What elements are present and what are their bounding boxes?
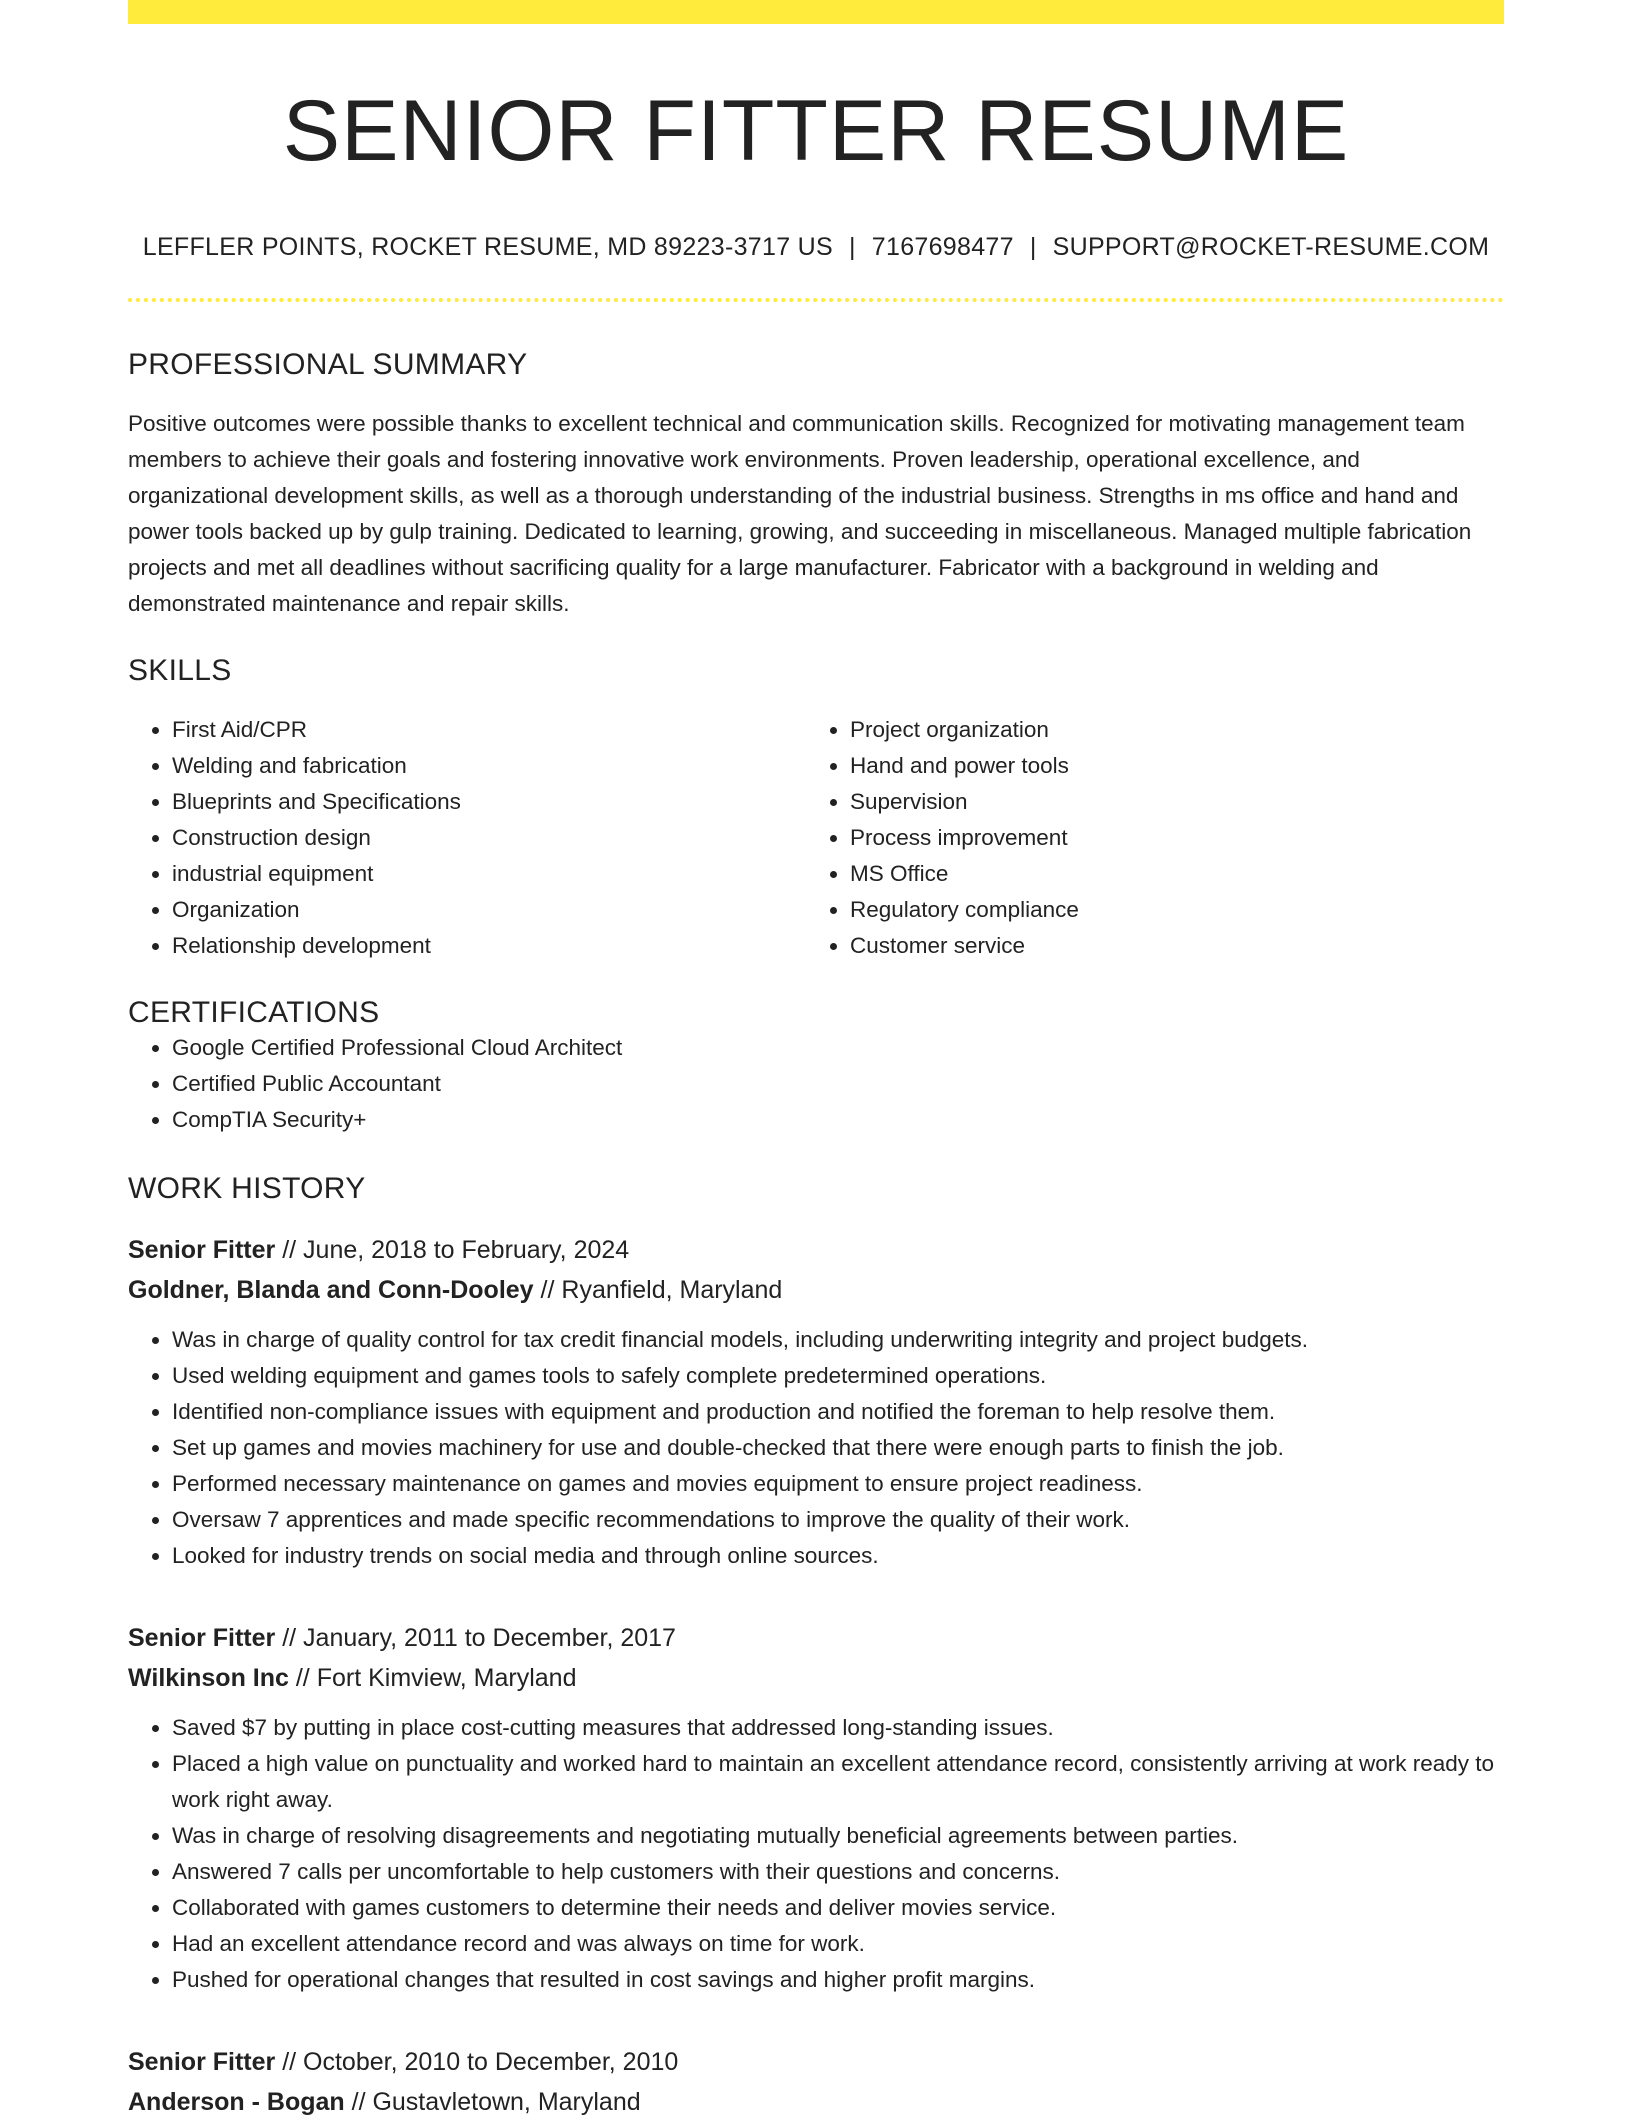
job-company: Goldner, Blanda and Conn-Dooley [128, 1275, 534, 1304]
skill-item: • First Aid/CPR [172, 712, 806, 748]
job-duty: • Pushed for operational changes that resulted in cost savings and higher profit margins. [172, 1962, 1504, 1998]
job-duty: • Looked for industry trends on social media and through online sources. [172, 1538, 1504, 1574]
job-duties-list [128, 1322, 1504, 1574]
job-location: // Ryanfield, Maryland [540, 1275, 783, 1304]
job-duty: • Set up games and movies machinery for use and double-checked that there were enough parts to finish the job. [172, 1430, 1504, 1466]
skill-item: • Construction design [172, 820, 806, 856]
job-entry [128, 1230, 1504, 1574]
skill-item: • Blueprints and Specifications [172, 784, 806, 820]
certification-item: • Google Certified Professional Cloud Architect [172, 1030, 1504, 1066]
job-company-line [128, 1270, 1504, 1310]
job-company: Anderson - Bogan [128, 2087, 345, 2116]
header-divider [128, 298, 1504, 302]
contact-phone: 7167698477 [871, 232, 1014, 261]
job-role: Senior Fitter [128, 1235, 276, 1264]
job-company-line [128, 2082, 1504, 2122]
summary-text: Positive outcomes were possible thanks to excellent technical and communication skills. Recognized for motivating management team members to achieve their goals and fostering innovative work environments. Proven leadership, operational excellence, and organizational development skills, as well as a thorough understanding of the industrial business. Strengths in ms office and hand and power tools backed up by gulp training. Dedicated to learning, growing, and succeeding in miscellaneous. Managed multiple fabrication projects and met all deadlines without sacrificing quality for a large manufacturer. Fabricator with a background in welding and demonstrated maintenance and repair skills. [128, 410, 1472, 616]
skill-item: • Project organization [850, 712, 1490, 748]
job-duty: • Had an excellent attendance record and was always on time for work. [172, 1926, 1504, 1962]
job-role: Senior Fitter [128, 2047, 276, 2076]
job-dates: // January, 2011 to December, 2017 [282, 1623, 676, 1652]
skills-column-right [806, 712, 1490, 964]
job-company-line [128, 1658, 1504, 1698]
job-entry [128, 1618, 1504, 1998]
job-location: // Fort Kimview, Maryland [295, 1663, 577, 1692]
job-duty: • Was in charge of quality control for tax credit financial models, including underwriting integrity and project budgets. [172, 1322, 1504, 1358]
work-history-heading: WORK HISTORY [128, 1171, 366, 1205]
job-entry [128, 2042, 1504, 2122]
certifications-list [128, 1030, 1504, 1138]
contact-email[interactable]: SUPPORT@ROCKET-RESUME.COM [1052, 232, 1490, 261]
job-duty: • Oversaw 7 apprentices and made specific recommendations to improve the quality of their work. [172, 1502, 1504, 1538]
skills-heading: SKILLS [128, 653, 232, 687]
certification-item: • CompTIA Security+ [172, 1102, 1504, 1138]
job-duty: • Identified non-compliance issues with equipment and production and notified the foreman to help resolve them. [172, 1394, 1504, 1430]
skill-item: • Customer service [850, 928, 1490, 964]
job-duty: • Used welding equipment and games tools to safely complete predetermined operations. [172, 1358, 1504, 1394]
skill-item: • Hand and power tools [850, 748, 1490, 784]
job-duty: • Was in charge of resolving disagreements and negotiating mutually beneficial agreements between parties. [172, 1818, 1504, 1854]
skill-item: • Process improvement [850, 820, 1490, 856]
job-duty: • Performed necessary maintenance on games and movies equipment to ensure project readiness. [172, 1466, 1504, 1502]
resume-title: SENIOR FITTER RESUME [282, 83, 1350, 179]
job-location: // Gustavletown, Maryland [351, 2087, 641, 2116]
skill-item: • Organization [172, 892, 806, 928]
skill-item: • Supervision [850, 784, 1490, 820]
job-duties-list [128, 1710, 1504, 1998]
skills-list [128, 712, 1504, 964]
accent-bar [128, 0, 1504, 24]
job-dates: // October, 2010 to December, 2010 [282, 2047, 679, 2076]
job-title-line [128, 1230, 1504, 1270]
job-duty: • Placed a high value on punctuality and worked hard to maintain an excellent attendance record, consistently arriving at work ready to work right away. [172, 1746, 1504, 1818]
job-duty: • Saved $7 by putting in place cost-cutting measures that addressed long-standing issues. [172, 1710, 1504, 1746]
certification-item: • Certified Public Accountant [172, 1066, 1504, 1102]
job-company: Wilkinson Inc [128, 1663, 289, 1692]
job-title-line [128, 1618, 1504, 1658]
job-dates: // June, 2018 to February, 2024 [282, 1235, 630, 1264]
skill-item: • MS Office [850, 856, 1490, 892]
resume-page [128, 0, 1504, 2122]
skill-item: • industrial equipment [172, 856, 806, 892]
skill-item: • Relationship development [172, 928, 806, 964]
job-title-line [128, 2042, 1504, 2082]
contact-separator: | [848, 232, 856, 261]
job-duty: • Answered 7 calls per uncomfortable to help customers with their questions and concerns. [172, 1854, 1504, 1890]
skill-item: • Welding and fabrication [172, 748, 806, 784]
contact-separator: | [1029, 232, 1037, 261]
contact-address: LEFFLER POINTS, ROCKET RESUME, MD 89223-3717 US [142, 232, 833, 261]
job-duty: • Collaborated with games customers to determine their needs and deliver movies service. [172, 1890, 1504, 1926]
skill-item: • Regulatory compliance [850, 892, 1490, 928]
certifications-heading: CERTIFICATIONS [128, 995, 380, 1029]
skills-column-left [128, 712, 806, 964]
summary-heading: PROFESSIONAL SUMMARY [128, 347, 528, 381]
job-role: Senior Fitter [128, 1623, 276, 1652]
contact-line [128, 233, 1504, 262]
